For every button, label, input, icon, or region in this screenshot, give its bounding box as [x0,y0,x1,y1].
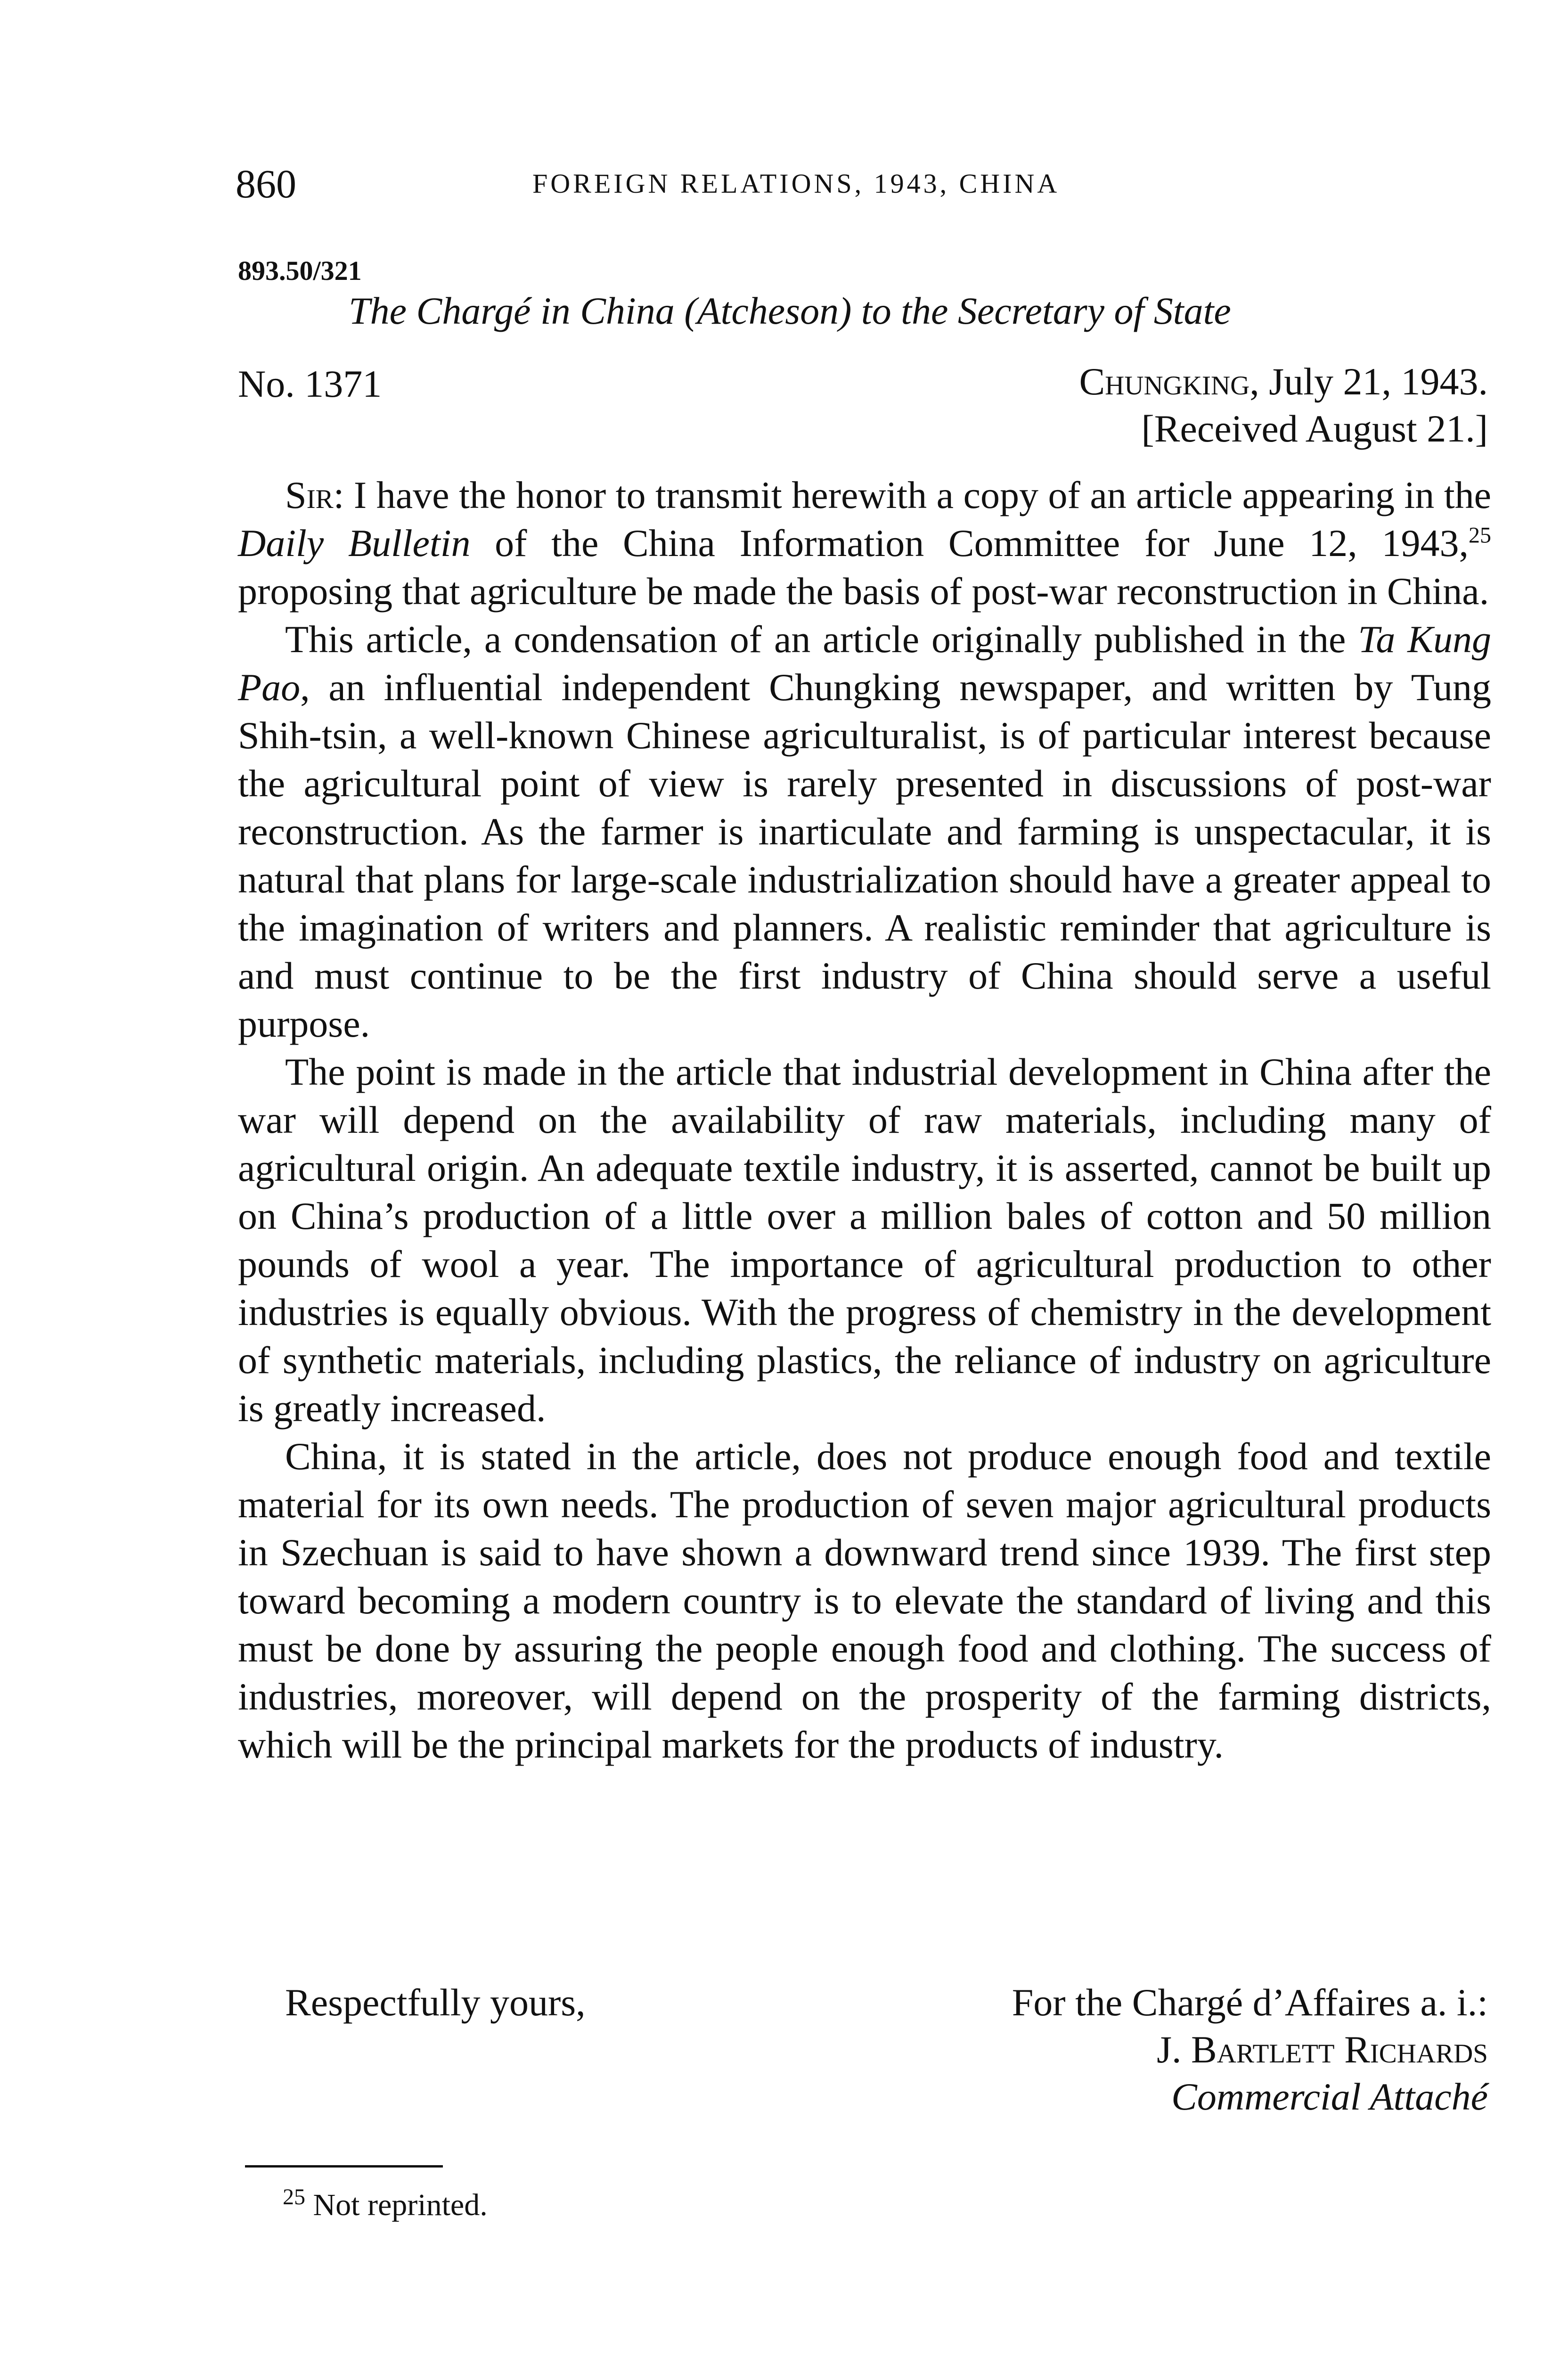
dispatch-date: , July 21, 1943. [1250,360,1488,403]
paragraph-2-text-b: , an influential independent Chungking newspaper, and written by Tung Shih-tsin, a well-known Chinese agriculturalist, is of particular interest because the agricultural point of view is rarely presented in discussions of post-war reconstruction. As the farmer is inarticulate and farming is unspectacular, it is natural that plans for large-scale industrialization should have a greater appeal to the imagination of writers and planners. A realistic reminder that agriculture is and must continue to be the first industry of China should serve a useful purpose. [238,666,1491,1045]
page-number: 860 [236,161,296,206]
footnote-divider [245,2165,443,2168]
dispatch-number: No. 1371 [238,362,382,405]
dispatch-place-date [1079,358,1488,405]
paragraph-1-text-a: : I have the honor to transmit herewith a copy of an article appearing in the [333,474,1491,516]
dispatch-place: Chungking [1079,360,1250,403]
signer-title: Commercial Attaché [1171,2075,1488,2118]
received-date: [Received August 21.] [1141,407,1488,450]
salutation: Sir [285,474,334,516]
paragraph-3: The point is made in the article that industrial development in China after the war will depend on the availability of raw materials, including many of agricultural origin. An adequate textile industry, it is asserted, cannot be built up on China’s production of a little over a million bales of cotton and 50 million pounds of wool a year. The importance of agricultural production to other industries is equally obvious. With the progress of chemistry in the development of synthetic materials, including plastics, the reliance of industry on agriculture is greatly increased. [238,1050,1491,1430]
complimentary-close: Respectfully yours, [285,1981,586,2024]
footnote [283,2186,488,2224]
paragraph-2 [238,615,1491,1048]
title-name: Atcheson [697,289,839,332]
letter-body [238,471,1491,1769]
running-title: FOREIGN RELATIONS, 1943, CHINA [532,168,1060,199]
paragraph-4: China, it is stated in the article, does not produce enough food and textile material for its own needs. The production of seven major agricultural products in Szechuan is said to have shown a downward trend since 1939. The first step toward becoming a modern country is to elevate the standard of living and this must be done by assuring the people enough food and clothing. The success of industries, moreover, will depend on the prosperity of the farming districts, which will be the principal markets for the products of industry. [238,1435,1491,1766]
footnote-ref: 25 [1469,523,1491,548]
title-part-2: ) to the Secretary of State [839,289,1231,332]
signer-name: J. Bartlett Richards [1157,2028,1488,2071]
title-part-1: The Chargé in China ( [349,289,697,332]
paragraph-2-text-a: This article, a condensation of an article originally published in the [285,618,1358,661]
paragraph-1-text-b: of the China Information Committee for June 12, 1943, [470,522,1469,564]
footnote-text: Not reprinted. [305,2188,488,2222]
paragraph-1-text-c: proposing that agriculture be made the basis of post-war reconstruction in China. [238,570,1489,613]
footnote-marker: 25 [283,2184,305,2209]
publication-ta-kung-pao: Ta Kung Pao [238,618,1491,709]
document-title [349,287,1231,335]
publication-daily-bulletin: Daily Bulletin [238,522,471,564]
for-line: For the Chargé d’Affaires a. i.: [1012,1981,1488,2024]
file-number: 893.50/321 [238,255,362,286]
paragraph-1 [238,471,1491,615]
